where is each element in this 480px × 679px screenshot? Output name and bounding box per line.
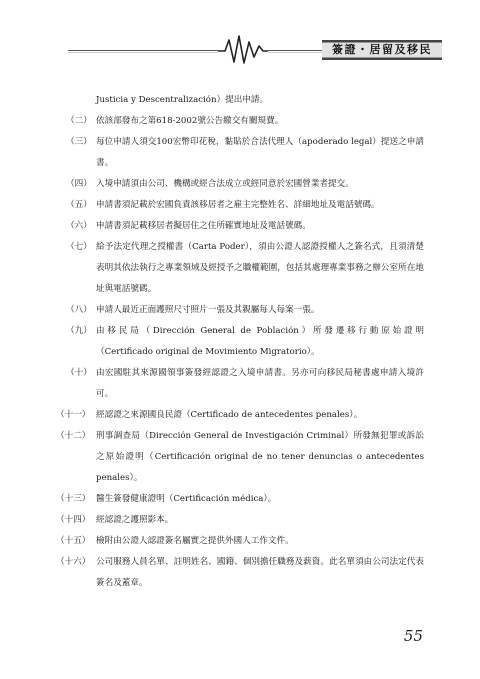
- list-item: [66, 300, 424, 321]
- item-text: 入境申請須由公司、機構或經合法成立或經同意於宏國營業者提交。: [96, 179, 354, 189]
- item-number: （十三）: [56, 494, 91, 504]
- item-text: 經認證之護照影本。: [96, 515, 174, 525]
- item-text: 申請人最近正面護照尺寸照片一張及其親屬每人每案一張。: [96, 305, 320, 315]
- item-text: 檢附由公證人認證簽名屬實之提供外國人工作文件。: [96, 536, 294, 546]
- list-item: [56, 510, 424, 531]
- item-number: （八）: [66, 305, 92, 315]
- item-text: 由移民局（Dirección General de Población）所發遷移行動原始證明（Certificado original de Movimiento Migratorio）。: [96, 326, 424, 357]
- heartbeat-line-icon: [0, 0, 480, 70]
- document-body: [56, 90, 424, 594]
- item-text: 每位申請人須交100宏幣印花稅，黏貼於合法代理人（apoderado legal）提送之申請書。: [96, 137, 424, 168]
- list-item: [56, 531, 424, 552]
- item-number: （五）: [66, 200, 92, 210]
- item-text: 給予法定代理之授權書（Carta Poder），須由公證人認證授權人之簽名式，且須清楚表明其依法執行之專業領域及經授予之職權範圍，包括其處理專業事務之辦公室所在地址與電話號碼。: [96, 242, 424, 294]
- list-item: [66, 237, 424, 300]
- list-item: [66, 195, 424, 216]
- list-item: [66, 111, 424, 132]
- item-number: （四）: [66, 179, 92, 189]
- item-number: （十四）: [56, 515, 91, 525]
- item-number: （七）: [66, 242, 92, 252]
- item-text: 刑事調查局（Dirección General de Investigación Criminal）所發無犯罪或訴訟之原始證明（Certificación original de no tener denuncias o antecedentes penales）。: [96, 431, 424, 483]
- list-item: [66, 90, 424, 111]
- list-item: [66, 363, 424, 405]
- item-number: （十二）: [56, 431, 91, 441]
- list-item: [66, 174, 424, 195]
- list-item: [66, 321, 424, 363]
- item-text: 依該部發布之第618-2002號公告繳交有關規費。: [96, 116, 284, 126]
- item-number: （十六）: [56, 557, 91, 567]
- item-text: Justicia y Descentralización）提出申請。: [96, 95, 269, 105]
- item-text: 申請書須記載移居者擬居住之住所確實地址及電話號碼。: [96, 221, 311, 231]
- item-number: （九）: [66, 326, 92, 336]
- list-item: [56, 489, 424, 510]
- list-item: [56, 552, 424, 594]
- section-title: 簽證・居留及移民: [332, 43, 432, 56]
- item-text: 經認證之來源國良民證（Certificado de antecedentes penales）。: [96, 410, 363, 420]
- item-number: （十）: [66, 368, 92, 378]
- item-text: 公司服務人員名單、註明姓名、國籍、個別擔任職務及薪資。此名單須由公司法定代表簽名及蓋章。: [96, 557, 424, 588]
- page-header: [0, 0, 480, 70]
- list-item: [56, 405, 424, 426]
- item-number: （十五）: [56, 536, 91, 546]
- item-number: （三）: [66, 137, 92, 147]
- list-item: [56, 426, 424, 489]
- item-number: （二）: [66, 116, 92, 126]
- item-text: 由宏國駐其來源國領事簽發經認證之入境申請書。另亦可向移民局秘書處申請入境許可。: [96, 368, 424, 399]
- item-text: 醫生簽發健康證明（Certificación médica）。: [96, 494, 277, 504]
- list-item: [66, 216, 424, 237]
- item-text: 申請書須記載於宏國負責該移居者之雇主完整姓名、詳細地址及電話號碼。: [96, 200, 380, 210]
- item-number: （六）: [66, 221, 92, 231]
- page-number: 55: [403, 627, 423, 645]
- list-item: [66, 132, 424, 174]
- item-number: （十一）: [56, 410, 91, 420]
